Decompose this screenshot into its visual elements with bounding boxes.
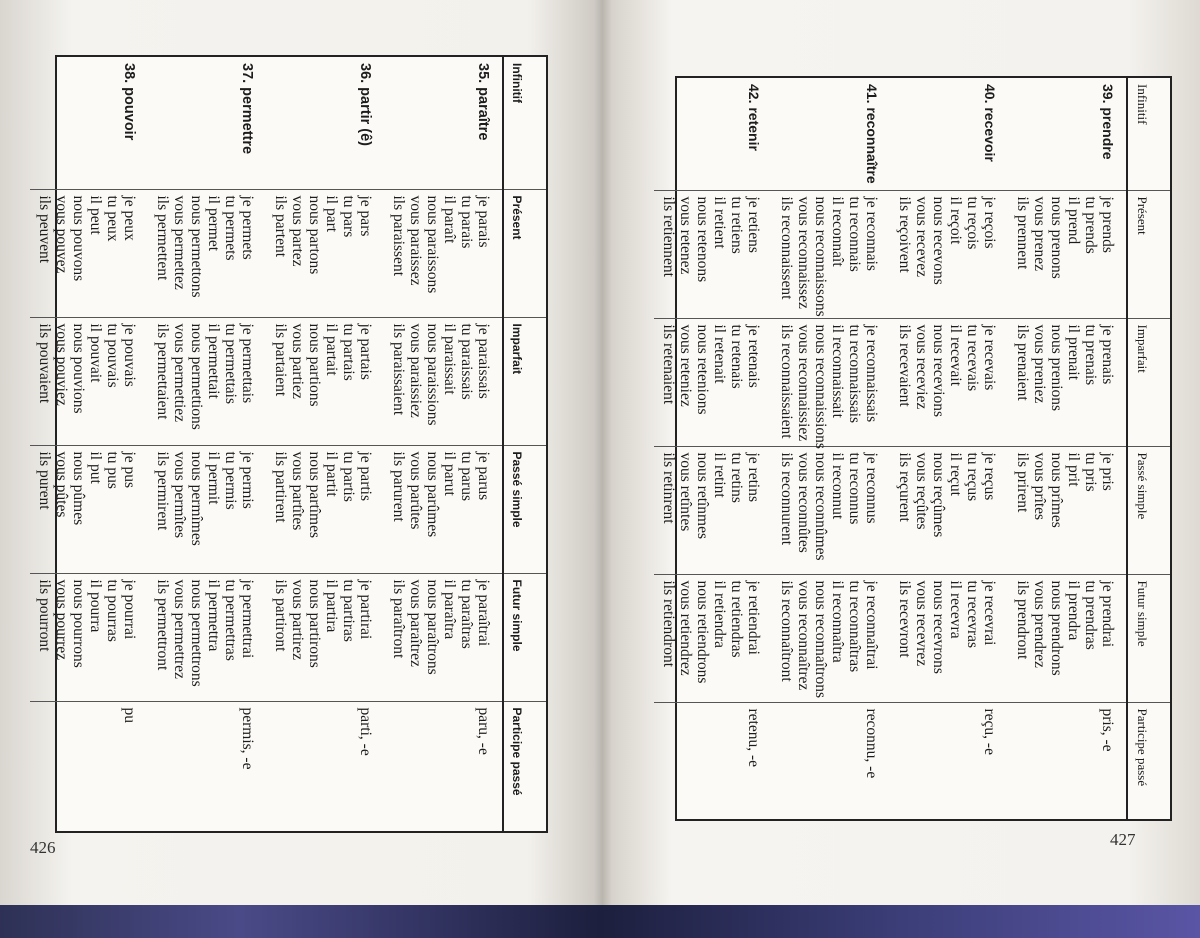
passe-simple-cell	[384, 445, 503, 573]
conjugation-form: il recevait	[947, 324, 964, 387]
header-participe-passe: Participe passé	[1127, 702, 1170, 819]
participe-passe-cell	[384, 701, 503, 831]
infinitif-cell	[772, 78, 890, 190]
conjugation-form: vous receviez	[913, 324, 930, 410]
participe-passe: pris, -e	[1099, 708, 1116, 752]
conjugation-form: tu reconnaîtras	[846, 580, 863, 673]
conjugation-form: il peut	[87, 195, 104, 235]
conjugation-form: je prends	[1099, 196, 1116, 253]
imparfait-cell	[772, 318, 890, 449]
conjugation-form: il retient	[711, 196, 728, 249]
conjugation-form: nous permettons	[188, 195, 205, 298]
conjugation-form: nous reconnûmes	[812, 452, 829, 561]
conjugation-form: vous recevez	[913, 196, 930, 277]
conjugation-form: je retenais	[745, 324, 762, 388]
conjugation-form: je reconnais	[863, 196, 880, 271]
conjugation-form: je pris	[1099, 452, 1116, 491]
conjugation-form: ils peuvent	[36, 195, 53, 264]
passe-simple-cell	[266, 445, 384, 573]
conjugation-form: nous prîmes	[1048, 452, 1065, 528]
conjugation-form: nous retînmes	[694, 452, 711, 540]
conjugation-form: vous pûtes	[53, 451, 70, 518]
conjugation-form: vous reconnaissiez	[795, 324, 812, 442]
present-cell	[1008, 190, 1127, 318]
passe-simple-cell	[890, 446, 1008, 574]
header-infinitif: Infinitif	[1127, 78, 1170, 190]
conjugation-form: tu recevras	[964, 580, 981, 649]
verb-rows	[654, 78, 1127, 819]
conjugation-form: il paraît	[441, 195, 458, 244]
conjugation-form: vous permettiez	[171, 323, 188, 423]
conjugation-form: tu partiras	[340, 579, 357, 642]
conjugation-form: tu retenais	[728, 324, 745, 389]
conjugation-form: il permit	[205, 451, 222, 505]
conjugation-form: tu retiendras	[728, 580, 745, 658]
header-futur-simple: Futur simple	[503, 573, 546, 701]
conjugation-form: vous partiez	[289, 323, 306, 399]
conjugation-form: je permis	[239, 451, 256, 509]
imparfait-cell	[1008, 318, 1127, 446]
verb-row	[148, 57, 266, 831]
header-infinitif: Infinitif	[503, 57, 546, 189]
conjugation-form: il reçoit	[947, 196, 964, 245]
conjugation-form: vous permettez	[171, 195, 188, 290]
futur-simple-cell	[890, 574, 1008, 702]
conjugation-form: ils permettent	[154, 195, 171, 281]
header-imparfait: Imparfait	[1127, 318, 1170, 446]
conjugation-form: vous pourrez	[53, 579, 70, 660]
conjugation-form: nous prenions	[1048, 324, 1065, 412]
present-cell	[266, 189, 384, 317]
conjugation-form: tu pris	[1082, 452, 1099, 492]
conjugation-form: ils partirent	[272, 451, 289, 523]
header-present: Présent	[1127, 190, 1170, 318]
conjugation-form: il permet	[205, 195, 222, 252]
conjugation-form: nous retenons	[694, 196, 711, 283]
participe-passe: retenu, -e	[745, 708, 762, 768]
conjugation-form: il reconnaissait	[829, 324, 846, 418]
participe-passe: pu	[121, 707, 138, 723]
conjugation-form: il retenait	[711, 324, 728, 384]
conjugation-form: il permettra	[205, 579, 222, 652]
conjugation-form: tu reçus	[964, 452, 981, 502]
conjugation-form: il put	[87, 451, 104, 484]
conjugation-form: vous prendrez	[1031, 580, 1048, 668]
participe-passe-cell	[148, 701, 266, 831]
conjugation-form: je prenais	[1099, 324, 1116, 385]
conjugation-form: ils partiront	[272, 579, 289, 652]
conjugation-form: tu paraîtras	[458, 579, 475, 649]
conjugation-form: nous partirons	[306, 579, 323, 668]
conjugation-form: tu paraissais	[458, 323, 475, 400]
conjugation-form: ils reconnaissent	[778, 196, 795, 300]
verb-row	[654, 78, 772, 819]
conjugation-form: ils reconnurent	[778, 452, 795, 546]
conjugation-form: nous recevrons	[930, 580, 947, 674]
conjugation-form: je partais	[357, 323, 374, 380]
conjugation-form: vous partirez	[289, 579, 306, 660]
conjugation-form: vous prenez	[1031, 196, 1048, 271]
conjugation-form: je pourrai	[121, 579, 138, 640]
conjugation-form: ils paraissaient	[390, 323, 407, 416]
conjugation-form: il pouvait	[87, 323, 104, 383]
infinitif-cell	[148, 57, 266, 189]
header-present: Présent	[503, 189, 546, 317]
page-number: 427	[1110, 830, 1136, 849]
conjugation-form: tu reconnaissais	[846, 324, 863, 424]
participe-passe: parti, -e	[357, 707, 374, 756]
conjugation-form: nous partîmes	[306, 451, 323, 539]
conjugation-form: ils retiennent	[660, 196, 677, 277]
conjugation-table-left	[36, 55, 548, 833]
conjugation-form: je recevrai	[981, 580, 998, 646]
conjugation-form: tu pus	[104, 451, 121, 489]
conjugation-form: il prenait	[1065, 324, 1082, 381]
conjugation-form: nous recevions	[930, 324, 947, 418]
present-cell	[890, 190, 1008, 318]
conjugation-form: tu pouvais	[104, 323, 121, 388]
conjugation-form: nous prenons	[1048, 196, 1065, 279]
conjugation-form: vous retenez	[677, 196, 694, 275]
conjugation-form: nous permîmes	[188, 451, 205, 546]
conjugation-form: tu reçois	[964, 196, 981, 250]
conjugation-form: je partis	[357, 451, 374, 501]
conjugation-form: tu prendras	[1082, 580, 1099, 650]
conjugation-form: je retiendrai	[745, 580, 762, 655]
futur-simple-cell	[654, 574, 772, 702]
header-passe-simple: Passé simple	[1127, 446, 1170, 574]
imparfait-cell	[384, 317, 503, 445]
conjugation-form: je pus	[121, 451, 138, 489]
conjugation-form: vous prîtes	[1031, 452, 1048, 521]
conjugation-form: vous paraissez	[407, 195, 424, 286]
conjugation-form: ils purent	[36, 451, 53, 510]
conjugation-form: je paraissais	[475, 323, 492, 399]
conjugation-form: vous reteniez	[677, 324, 694, 407]
header-futur-simple: Futur simple	[1127, 574, 1170, 702]
conjugation-form: il retiendra	[711, 580, 728, 649]
header-row	[1127, 78, 1170, 819]
header-imparfait: Imparfait	[503, 317, 546, 445]
imparfait-cell	[148, 317, 266, 445]
conjugation-form: nous paraissions	[424, 323, 441, 426]
conjugation-form: vous paraissiez	[407, 323, 424, 418]
present-cell	[654, 190, 772, 318]
conjugation-form: nous permettions	[188, 323, 205, 430]
conjugation-form: vous reconnaissez	[795, 196, 812, 309]
verb-row	[772, 78, 890, 819]
conjugation-form: vous parûtes	[407, 451, 424, 530]
conjugation-form: nous partions	[306, 323, 323, 407]
participe-passe: permis, -e	[239, 707, 256, 770]
futur-simple-cell	[266, 573, 384, 701]
conjugation-form: il pourra	[87, 579, 104, 633]
header-row	[503, 57, 546, 831]
header-participe-passe: Participe passé	[503, 701, 546, 831]
conjugation-form: nous paraissons	[424, 195, 441, 294]
conjugation-form: nous retenions	[694, 324, 711, 415]
conjugation-form: tu prenais	[1082, 324, 1099, 386]
conjugation-form: tu retiens	[728, 196, 745, 254]
conjugation-form: vous reçûtes	[913, 452, 930, 530]
conjugation-form: vous paraîtrez	[407, 579, 424, 667]
verb-infinitif: 42. retenir	[746, 84, 762, 151]
conjugation-form: ils recevront	[896, 580, 913, 658]
verb-infinitif: 38. pouvoir	[121, 63, 137, 141]
conjugation-form: il part	[323, 195, 340, 233]
verb-infinitif: 39. prendre	[1100, 84, 1116, 160]
futur-simple-cell	[1008, 574, 1127, 702]
conjugation-form: je reçois	[981, 196, 998, 249]
conjugation-form: je retins	[745, 452, 762, 502]
conjugation-form: il prit	[1065, 452, 1082, 487]
conjugation-form: il reconnaît	[829, 196, 846, 267]
verb-infinitif: 40. recevoir	[982, 84, 998, 162]
conjugation-form: tu retins	[728, 452, 745, 503]
conjugation-form: vous preniez	[1031, 324, 1048, 404]
participe-passe-cell	[772, 702, 890, 819]
conjugation-form: je parus	[475, 451, 492, 501]
present-cell	[772, 190, 890, 318]
conjugation-form: je reconnaissais	[863, 324, 880, 423]
passe-simple-cell	[1008, 446, 1127, 574]
conjugation-form: nous partons	[306, 195, 323, 275]
conjugation-form: nous reconnaissons	[812, 196, 829, 317]
conjugation-form: je permettrai	[239, 579, 256, 659]
conjugation-form: nous permettrons	[188, 579, 205, 687]
conjugation-form: il recevra	[947, 580, 964, 639]
conjugation-form: ils pouvaient	[36, 323, 53, 404]
conjugation-form: tu permis	[222, 451, 239, 510]
left-page	[0, 0, 595, 938]
conjugation-form: ils reçurent	[896, 452, 913, 522]
conjugation-form: je pouvais	[121, 323, 138, 387]
right-page	[603, 0, 1200, 938]
present-cell	[384, 189, 503, 317]
verb-row	[266, 57, 384, 831]
conjugation-form: ils reconnaîtront	[778, 580, 795, 682]
verb-infinitif: 41. reconnaître	[864, 84, 880, 184]
conjugation-table	[654, 78, 1170, 819]
conjugation-form: il partait	[323, 323, 340, 376]
conjugation-form: je permettais	[239, 323, 256, 404]
conjugation-form: il partira	[323, 579, 340, 633]
verb-infinitif: 36. partir (ê)	[357, 63, 373, 146]
conjugation-form: il retint	[711, 452, 728, 498]
participe-passe-cell	[890, 702, 1008, 819]
verb-infinitif: 35. paraître	[475, 63, 491, 141]
conjugation-form: tu pourras	[104, 579, 121, 642]
conjugation-form: il paraissait	[441, 323, 458, 395]
verb-row	[1008, 78, 1127, 819]
conjugation-form: tu permettras	[222, 579, 239, 661]
conjugation-form: tu pars	[340, 195, 357, 238]
conjugation-form: je reconnus	[863, 452, 880, 524]
imparfait-cell	[654, 318, 772, 446]
conjugation-form: je pars	[357, 195, 374, 237]
conjugation-form: je recevais	[981, 324, 998, 391]
infinitif-cell	[384, 57, 503, 189]
participe-passe: paru, -e	[475, 707, 492, 755]
conjugation-form: nous paraîtrons	[424, 579, 441, 675]
conjugation-form: tu recevais	[964, 324, 981, 392]
infinitif-cell	[266, 57, 384, 189]
conjugation-form: nous pouvions	[70, 323, 87, 414]
infinitif-cell	[30, 57, 148, 189]
conjugation-form: nous reçûmes	[930, 452, 947, 538]
conjugation-form: ils pourront	[36, 579, 53, 652]
conjugation-form: ils partent	[272, 195, 289, 258]
verb-rows	[30, 57, 503, 831]
conjugation-form: vous permîtes	[171, 451, 188, 539]
page-number: 426	[30, 838, 56, 857]
conjugation-form: il reçut	[947, 452, 964, 496]
conjugation-form: nous prendrons	[1048, 580, 1065, 676]
conjugation-form: je paraîtrai	[475, 579, 492, 647]
conjugation-form: je peux	[121, 195, 138, 241]
conjugation-table-right	[660, 76, 1172, 821]
conjugation-form: il partit	[323, 451, 340, 497]
conjugation-form: il prend	[1065, 196, 1082, 245]
conjugation-form: nous parûmes	[424, 451, 441, 538]
infinitif-cell	[890, 78, 1008, 190]
conjugation-form: vous permettrez	[171, 579, 188, 679]
conjugation-form: vous reconnûtes	[795, 452, 812, 553]
conjugation-form: nous pourrons	[70, 579, 87, 668]
conjugation-form: je partirai	[357, 579, 374, 640]
conjugation-form: vous recevrez	[913, 580, 930, 667]
conjugation-form: vous partez	[289, 195, 306, 267]
conjugation-form: ils reçoivent	[896, 196, 913, 273]
conjugation-form: vous pouvez	[53, 195, 70, 274]
present-cell	[30, 189, 148, 317]
participe-passe-cell	[30, 701, 148, 831]
conjugation-form: ils retenaient	[660, 324, 677, 405]
verb-infinitif: 37. permettre	[239, 63, 255, 155]
conjugation-form: il prendra	[1065, 580, 1082, 641]
header-passe-simple: Passé simple	[503, 445, 546, 573]
conjugation-form: il paraîtra	[441, 579, 458, 640]
participe-passe-cell	[654, 702, 772, 819]
infinitif-cell	[654, 78, 772, 190]
conjugation-form: ils retiendront	[660, 580, 677, 668]
passe-simple-cell	[148, 445, 266, 573]
conjugation-form: il reconnut	[829, 452, 846, 520]
conjugation-form: il parut	[441, 451, 458, 496]
conjugation-form: tu parus	[458, 451, 475, 502]
conjugation-form: ils permettront	[154, 579, 171, 671]
conjugation-form: nous retiendrons	[694, 580, 711, 684]
conjugation-form: vous retîntes	[677, 452, 694, 532]
passe-simple-cell	[30, 445, 148, 573]
imparfait-cell	[266, 317, 384, 445]
conjugation-form: je permets	[239, 195, 256, 260]
conjugation-form: ils reconnaissaient	[778, 324, 795, 439]
conjugation-form: nous pouvons	[70, 195, 87, 282]
infinitif-cell	[1008, 78, 1127, 190]
conjugation-form: ils prennent	[1014, 196, 1031, 270]
conjugation-form: nous recevons	[930, 196, 947, 285]
conjugation-form: nous reconnaissions	[812, 324, 829, 449]
conjugation-form: il permettait	[205, 323, 222, 399]
verb-row	[890, 78, 1008, 819]
futur-simple-cell	[148, 573, 266, 701]
conjugation-form: tu permets	[222, 195, 239, 261]
conjugation-form: tu reconnus	[846, 452, 863, 525]
conjugation-form: ils prendront	[1014, 580, 1031, 660]
conjugation-form: je reçus	[981, 452, 998, 501]
conjugation-form: vous pouviez	[53, 323, 70, 406]
conjugation-form: vous partîtes	[289, 451, 306, 531]
conjugation-form: ils retinrent	[660, 452, 677, 524]
conjugation-form: tu reconnais	[846, 196, 863, 272]
conjugation-form: nous pûmes	[70, 451, 87, 526]
conjugation-form: je parais	[475, 195, 492, 248]
conjugation-form: vous retiendrez	[677, 580, 694, 676]
futur-simple-cell	[30, 573, 148, 701]
conjugation-form: tu partis	[340, 451, 357, 502]
conjugation-form: ils recevaient	[896, 324, 913, 407]
conjugation-form: ils partaient	[272, 323, 289, 397]
conjugation-form: je retiens	[745, 196, 762, 253]
conjugation-form: tu permettais	[222, 323, 239, 404]
verb-row	[384, 57, 503, 831]
imparfait-cell	[890, 318, 1008, 446]
verb-row	[30, 57, 148, 831]
conjugation-form: ils paraissent	[390, 195, 407, 276]
participe-passe-cell	[266, 701, 384, 831]
conjugation-form: ils permirent	[154, 451, 171, 531]
conjugation-form: il reconnaîtra	[829, 580, 846, 663]
conjugation-table	[30, 57, 546, 831]
conjugation-form: ils parurent	[390, 451, 407, 522]
passe-simple-cell	[772, 446, 890, 574]
conjugation-form: tu partais	[340, 323, 357, 381]
participe-passe-cell	[1008, 702, 1127, 819]
conjugation-form: ils paraîtront	[390, 579, 407, 659]
conjugation-form: tu parais	[458, 195, 475, 249]
background-strip	[0, 905, 1200, 938]
conjugation-form: ils prenaient	[1014, 324, 1031, 401]
participe-passe: reçu, -e	[981, 708, 998, 755]
conjugation-form: ils permettaient	[154, 323, 171, 420]
conjugation-form: vous reconnaîtrez	[795, 580, 812, 691]
conjugation-form: tu prends	[1082, 196, 1099, 254]
imparfait-cell	[30, 317, 148, 445]
conjugation-form: je prendrai	[1099, 580, 1116, 648]
conjugation-form: nous reconnaîtrons	[812, 580, 829, 699]
conjugation-form: je reconnaîtrai	[863, 580, 880, 670]
futur-simple-cell	[772, 574, 890, 702]
participe-passe: reconnu, -e	[863, 708, 880, 779]
futur-simple-cell	[384, 573, 503, 701]
present-cell	[148, 189, 266, 317]
conjugation-form: tu peux	[104, 195, 121, 242]
passe-simple-cell	[654, 446, 772, 574]
conjugation-form: ils prirent	[1014, 452, 1031, 513]
